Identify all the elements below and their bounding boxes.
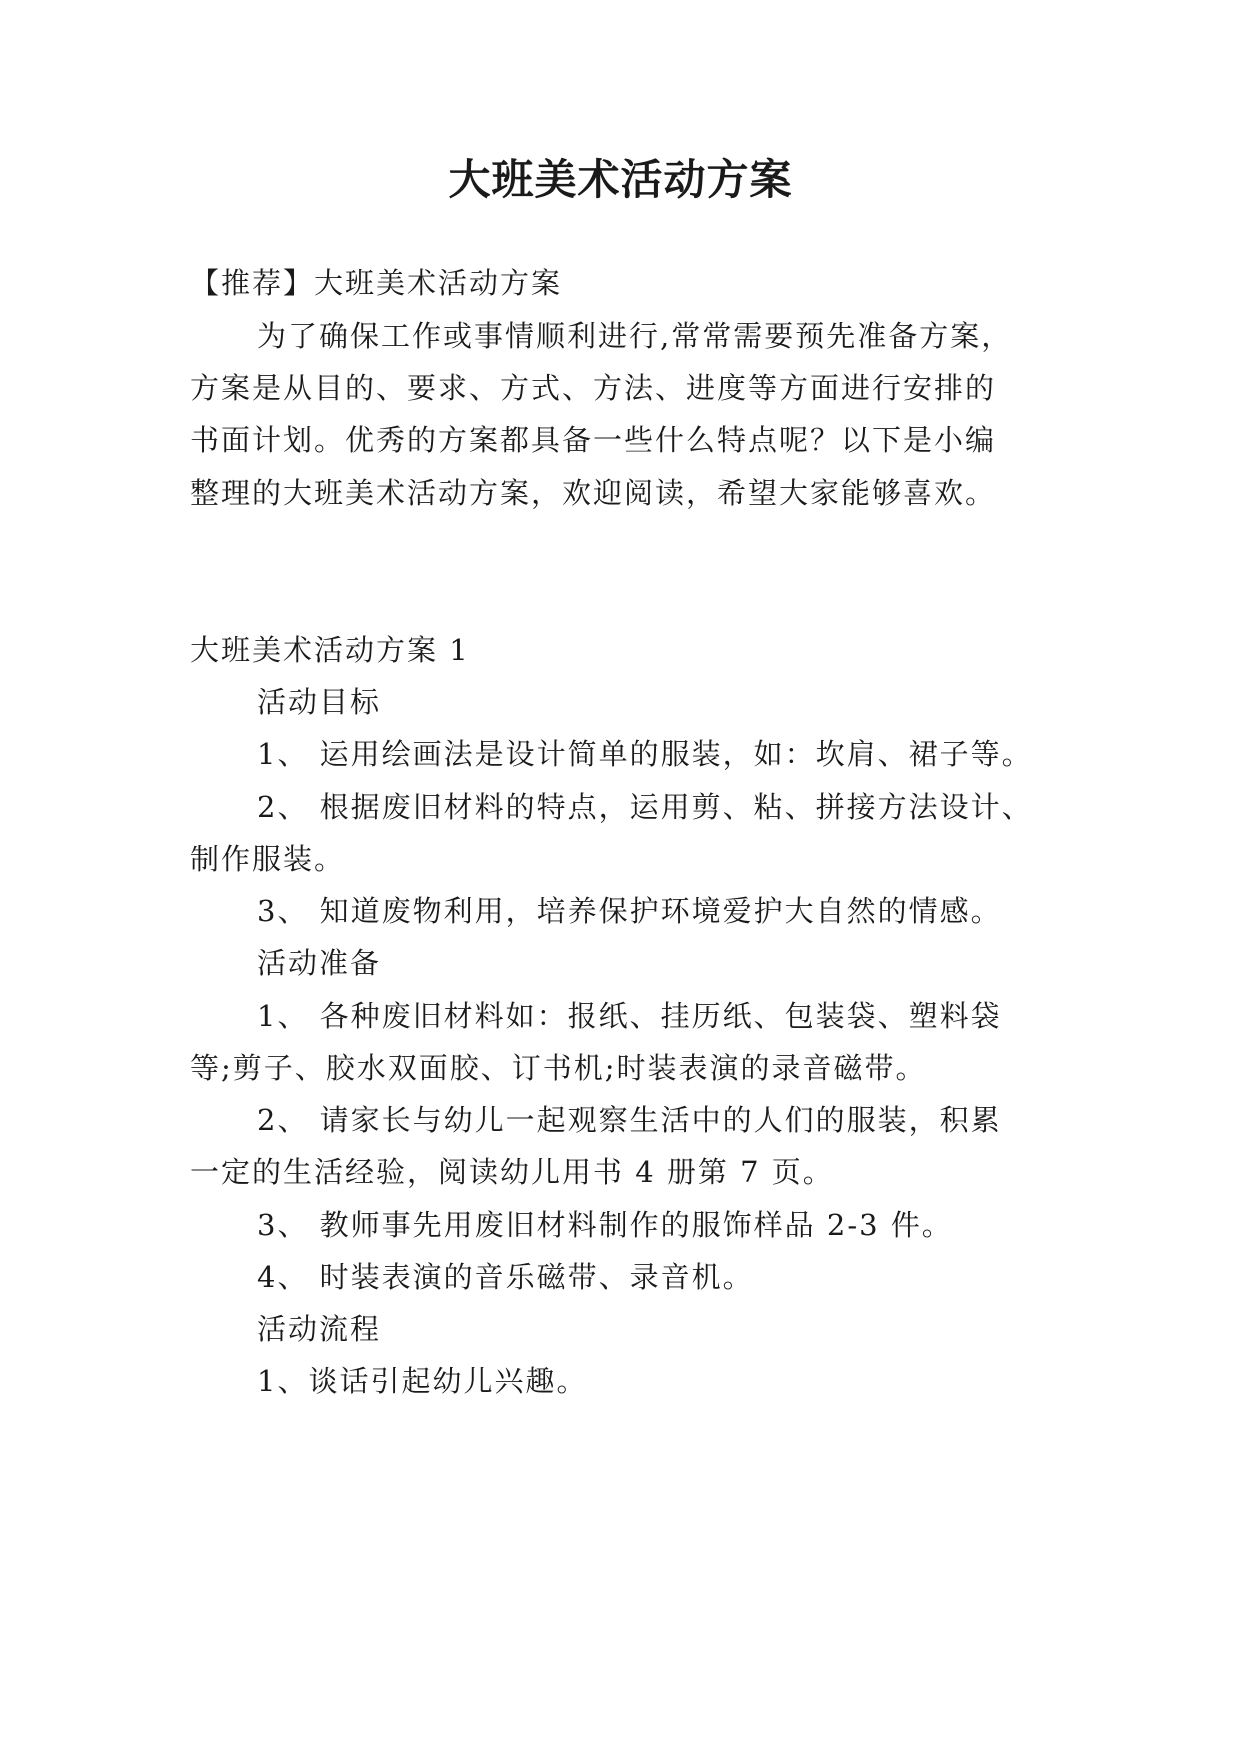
- goal-item-3: 3、 知道废物利用，培养保护环境爱护大自然的情感。: [257, 894, 1002, 928]
- subheading-process: 活动流程: [257, 1312, 382, 1346]
- intro-line-3: 书面计划。优秀的方案都具备一些什么特点呢？以下是小编: [190, 423, 997, 457]
- document-title: 大班美术活动方案: [448, 155, 793, 204]
- intro-line-4: 整理的大班美术活动方案，欢迎阅读，希望大家能够喜欢。: [190, 476, 997, 510]
- intro-line-2: 方案是从目的、要求、方式、方法、进度等方面进行安排的: [190, 371, 997, 405]
- prep-item-1-cont: 等;剪子、胶水双面胶、订书机;时装表演的录音磁带。: [190, 1051, 927, 1085]
- prep-item-3: 3、 教师事先用废旧材料制作的服饰样品 2-3 件。: [257, 1208, 953, 1242]
- prep-item-1: 1、 各种废旧材料如：报纸、挂历纸、包装袋、塑料袋: [257, 999, 1002, 1033]
- goal-item-1: 1、 运用绘画法是设计简单的服装，如：坎肩、裙子等。: [257, 737, 1033, 771]
- intro-line-1: 为了确保工作或事情顺利进行,常常需要预先准备方案，: [257, 319, 1013, 353]
- goal-item-2-cont: 制作服装。: [190, 842, 346, 876]
- subheading-goals: 活动目标: [257, 685, 382, 719]
- process-item-1: 1、谈话引起幼儿兴趣。: [257, 1364, 588, 1398]
- prep-item-4: 4、 时装表演的音乐磁带、录音机。: [257, 1260, 754, 1294]
- section-heading: 大班美术活动方案 1: [190, 633, 470, 667]
- subheading-prep: 活动准备: [257, 946, 382, 980]
- recommend-line: 【推荐】大班美术活动方案: [190, 266, 563, 300]
- goal-item-2: 2、 根据废旧材料的特点，运用剪、粘、拼接方法设计、: [257, 790, 1033, 824]
- prep-item-2-cont: 一定的生活经验，阅读幼儿用书 4 册第 7 页。: [190, 1155, 834, 1189]
- prep-item-2: 2、 请家长与幼儿一起观察生活中的人们的服装，积累: [257, 1103, 1002, 1137]
